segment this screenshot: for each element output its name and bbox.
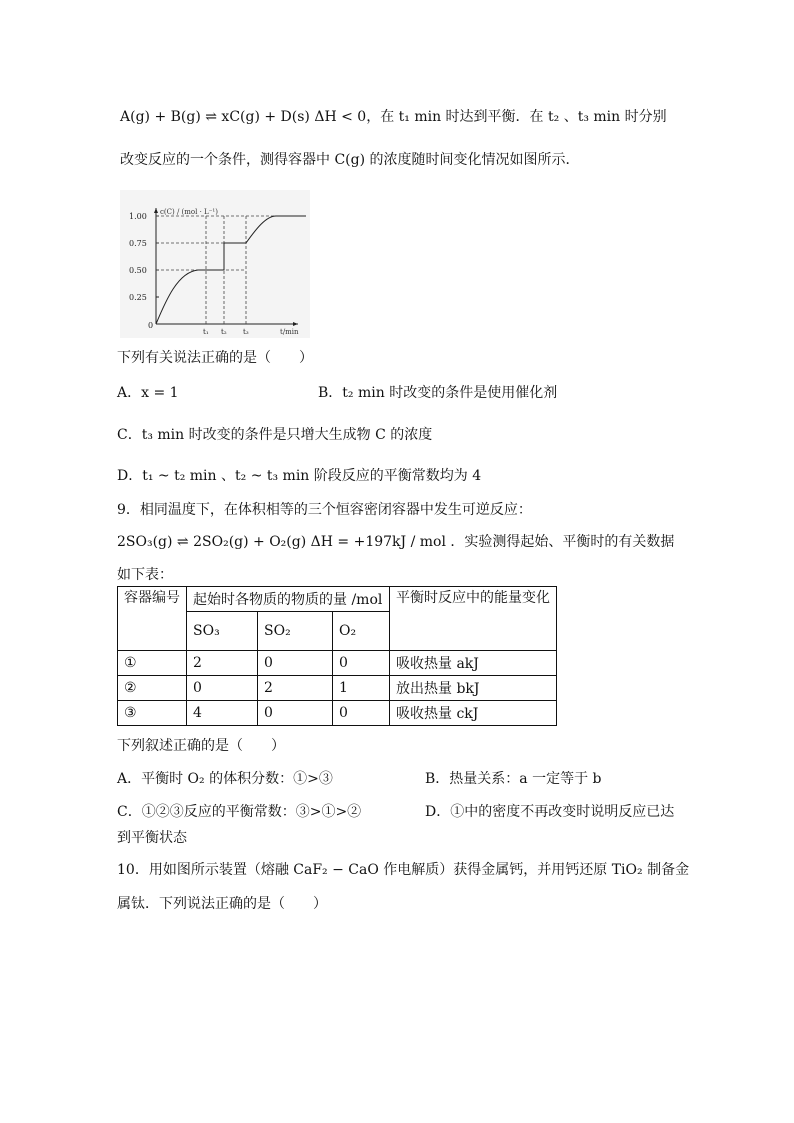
cell-id: ① (118, 651, 187, 676)
header-container: 容器编号 (118, 587, 187, 651)
data-table (117, 586, 557, 726)
cell-id: ② (118, 676, 187, 701)
table-header-row (118, 587, 557, 612)
cell-energy: 吸收热量 ckJ (390, 701, 557, 726)
concentration-chart-svg (120, 190, 310, 338)
q9-line-2: 2SO₃(g) ⇌ 2SO₂(g) + O₂(g) ΔH = +197kJ / mol ．实验测得起始、平衡时的有关数据 (117, 534, 675, 550)
q10-line-2: 属钛．下列说法正确的是（ ） (117, 896, 327, 912)
q9-option-d: D．①中的密度不再改变时说明反应已达 (425, 804, 675, 820)
cell-o2: 1 (333, 676, 390, 701)
cell-o2: 0 (333, 701, 390, 726)
reaction-line-1-rest: ，在 t₁ min 时达到平衡．在 t₂ 、t₃ min 时分别 (366, 109, 667, 125)
q9-option-b: B．热量关系：a 一定等于 b (425, 771, 602, 787)
cell-o2: 0 (333, 651, 390, 676)
cell-energy: 放出热量 bkJ (390, 676, 557, 701)
q9-stem: 下列叙述正确的是（ ） (117, 738, 285, 754)
q8-option-d: D．t₁ ~ t₂ min 、t₂ ~ t₃ min 阶段反应的平衡常数均为 4 (117, 468, 482, 484)
q8-option-b: B．t₂ min 时改变的条件是使用催化剂 (318, 385, 558, 401)
cell-so3: 4 (187, 701, 258, 726)
y-axis-arrow (154, 208, 158, 213)
header-energy: 平衡时反应中的能量变化 (390, 587, 557, 651)
x-tick-label: t₁ (203, 328, 209, 336)
q10-line-1: 10．用如图所示装置（熔融 CaF₂ − CaO 作电解质）获得金属钙，并用钙还原 TiO₂ 制备金 (117, 862, 690, 878)
q8-stem: 下列有关说法正确的是（ ） (117, 350, 313, 366)
table-row (118, 701, 557, 726)
cell-so3: 0 (187, 676, 258, 701)
q9-option-a: A．平衡时 O₂ 的体积分数：①>③ (117, 771, 333, 787)
y-tick-label: 0.50 (129, 266, 147, 275)
cell-so2: 2 (258, 676, 333, 701)
q9-option-c: C．①②③反应的平衡常数：③>①>② (117, 804, 362, 820)
q8-option-a: A．x = 1 (117, 385, 179, 401)
reaction-equation: A(g) + B(g) ⇌ xC(g) + D(s) ΔH < 0 (120, 109, 367, 125)
reaction-line-1 (120, 108, 667, 126)
header-initial: 起始时各物质的物质的量 /mol (187, 587, 390, 612)
table-row (118, 651, 557, 676)
x-axis-arrow (293, 322, 298, 326)
x-axis-label: t/min (280, 328, 299, 336)
y-tick-label: 0.75 (129, 239, 147, 248)
y-tick-label: 0.25 (129, 293, 147, 302)
cell-so2: 0 (258, 651, 333, 676)
y-tick-label: 1.00 (129, 212, 147, 221)
concentration-chart (120, 190, 310, 338)
q9-option-d-cont: 到平衡状态 (117, 830, 187, 846)
q8-option-c: C．t₃ min 时改变的条件是只增大生成物 C 的浓度 (117, 427, 433, 443)
cell-so3: 2 (187, 651, 258, 676)
q9-line-1: 9．相同温度下，在体积相等的三个恒容密闭容器中发生可逆反应： (117, 502, 532, 518)
q9-line-3: 如下表： (117, 567, 173, 583)
y-axis-label: c(C) / (mol · L⁻¹) (160, 208, 218, 216)
cell-id: ③ (118, 701, 187, 726)
subheader-so2: SO₂ (258, 612, 333, 651)
y-tick-label: 0 (148, 321, 154, 330)
subheader-o2: O₂ (333, 612, 390, 651)
subheader-so3: SO₃ (187, 612, 258, 651)
x-tick-label: t₃ (243, 328, 249, 336)
reaction-line-2: 改变反应的一个条件，测得容器中 C(g) 的浓度随时间变化情况如图所示． (120, 152, 580, 168)
cell-so2: 0 (258, 701, 333, 726)
cell-energy: 吸收热量 akJ (390, 651, 557, 676)
x-tick-label: t₂ (221, 328, 227, 336)
table-row (118, 676, 557, 701)
